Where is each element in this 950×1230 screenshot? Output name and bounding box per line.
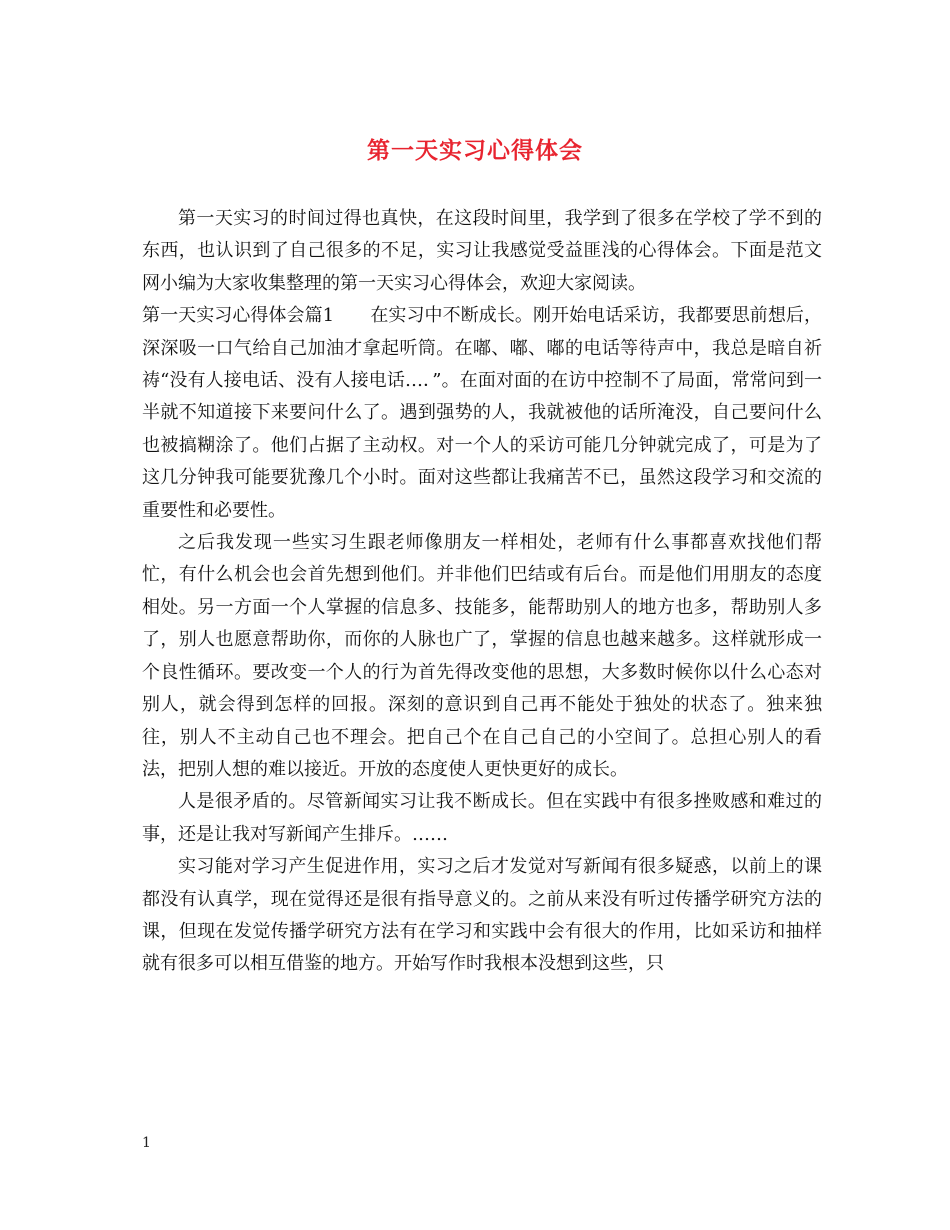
- body-paragraph-3: 人是很矛盾的。尽管新闻实习让我不断成长。但在实践中有很多挫败感和难过的事，还是让我对写新闻产生排斥。……: [142, 791, 822, 845]
- document-title: 第一天实习心得体会: [367, 137, 583, 164]
- intro-paragraph: 第一天实习的时间过得也真快，在这段时间里，我学到了很多在学校了学不到的东西，也认识到了自己很多的不足，实习让我感觉受益匪浅的心得体会。下面是范文网小编为大家收集整理的第一天实习心得体会，欢迎大家阅读。: [142, 208, 822, 294]
- page-number: 1: [142, 1135, 151, 1151]
- section-paragraph-1: 第一天实习心得体会篇1 在实习中不断成长。刚开始电话采访，我都要思前想后，深深吸一口气给自己加油才拿起听筒。在嘟、嘟、嘟的电话等待声中，我总是暗自祈祷“没有人接电话、没有人接电话…．”。在面对面的在访中控制不了局面，常常问到一半就不知道接下来要问什么了。遇到强势的人，我就被他的话所淹没，自己要问什么也被搞糊涂了。他们占据了主动权。对一个人的采访可能几分钟就完成了，可是为了这几分钟我可能要犹豫几个小时。面对这些都让我痛苦不已，虽然这段学习和交流的重要性和必要性。: [142, 305, 822, 521]
- document-body: [142, 203, 822, 981]
- body-paragraph-2: 之后我发现一些实习生跟老师像朋友一样相处，老师有什么事都喜欢找他们帮忙，有什么机会也会首先想到他们。并非他们巴结或有后台。而是他们用朋友的态度相处。另一方面一个人掌握的信息多、技能多，能帮助别人的地方也多，帮助别人多了，别人也愿意帮助你，而你的人脉也广了，掌握的信息也越来越多。这样就形成一个良性循环。要改变一个人的行为首先得改变他的思想，大多数时候你以什么心态对别人，就会得到怎样的回报。深刻的意识到自己再不能处于独处的状态了。独来独往，别人不主动自己也不理会。把自己个在自己自己的小空间了。总担心别人的看法，把别人想的难以接近。开放的态度使人更快更好的成长。: [142, 532, 822, 780]
- body-paragraph-4: 实习能对学习产生促进作用，实习之后才发觉对写新闻有很多疑惑，以前上的课都没有认真学，现在觉得还是很有指导意义的。之前从来没有听过传播学研究方法的课，但现在发觉传播学研究方法有在学习和实践中会有很大的作用，比如采访和抽样就有很多可以相互借鉴的地方。开始写作时我根本没想到这些，只: [142, 856, 822, 975]
